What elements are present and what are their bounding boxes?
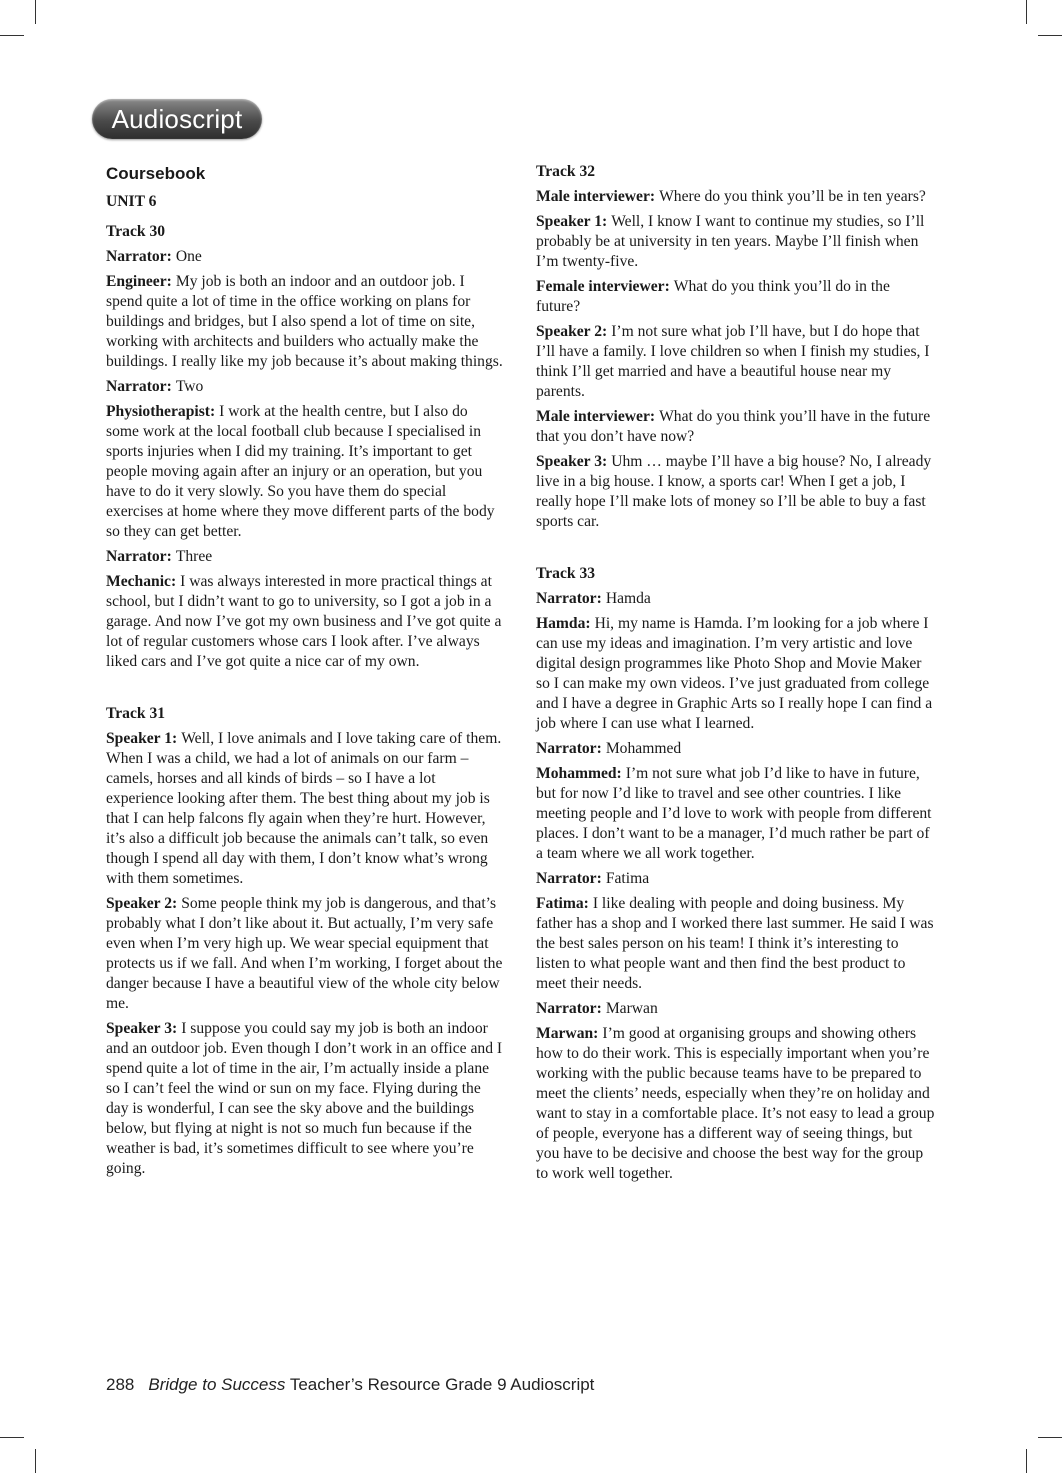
transcript-paragraph [106,1019,504,1179]
speech-text: Hamda [605,590,651,607]
speaker-label: Narrator: [536,740,602,757]
speaker-label: Male interviewer: [536,408,656,425]
speaker-label: Speaker 2: [106,895,178,912]
book-title: Bridge to Success [148,1375,286,1394]
speech-text: Some people think my job is dangerous, and that’s probably what I don’t like about it. But actually, I’m very safe even when I’m very high up. We wear special equipment that protects us if we fall. And when I’m working, I forget about the danger because I have a beautiful view of the whole city below me. [106,895,503,1012]
speaker-label: Engineer: [106,273,172,290]
speaker-label: Narrator: [536,870,602,887]
transcript-paragraph [106,402,504,542]
left-tracks [106,222,504,1179]
transcript-paragraph [536,589,936,609]
speech-text: I was always interested in more practical things at school, but I didn’t want to go to university, so I got a job in a garage. And now I’ve got my own business and I’ve got quite a lot of regular customers whose cars I look after. I’ve always liked cars and I’ve got quite a nice car of my own. [106,573,502,670]
speech-text: Uhm … maybe I’ll have a big house? No, I already live in a big house. I know, a sports car! When I get a job, I really hope I’ll make lots of money so I’ll be able to buy a fast sports car. [536,453,932,530]
audioscript-badge: Audioscript [92,99,262,139]
speech-text: I like dealing with people and doing business. My father has a shop and I worked there last summer. He said I was the best sales person on his team! I think it’s interesting to listen to what people want and then find the best product to meet their needs. [536,895,934,992]
transcript-paragraph [106,547,504,567]
left-column [106,162,504,1184]
speech-text: Fatima [605,870,650,887]
speaker-label: Hamda: [536,615,591,632]
speaker-label: Male interviewer: [536,188,656,205]
speaker-label: Speaker 3: [106,1020,178,1037]
page-number: 288 [106,1375,135,1394]
crop-mark [35,0,36,24]
speech-text: I’m not sure what job I’d like to have in future, but for now I’d like to travel and see other countries. I like meeting people and I’d love to work with people from different places. I don’t want to be a manager, I’d much rather be part of a team where we all work together. [536,765,932,862]
speaker-label: Mohammed: [536,765,622,782]
crop-mark [0,1437,24,1438]
speech-text: Three [175,548,213,565]
unit-heading: UNIT 6 [106,193,157,210]
right-tracks [536,162,936,1184]
crop-mark [1026,1449,1027,1473]
speaker-label: Narrator: [106,248,172,265]
speaker-label: Narrator: [106,378,172,395]
speaker-label: Marwan: [536,1025,599,1042]
speaker-label: Speaker 2: [536,323,608,340]
speaker-label: Speaker 1: [106,730,178,747]
speech-text: Mohammed [605,740,682,757]
speech-text: I’m not sure what job I’ll have, but I do hope that I’ll have a family. I love children so when I finish my studies, I think I’ll get married and have a beautiful house near my parents. [536,323,930,400]
crop-mark [35,1449,36,1473]
speech-text: Well, I know I want to continue my studies, so I’ll probably be at university in ten years. Maybe I’ll finish when I’m twenty-five. [536,213,925,270]
section-title: Coursebook [106,164,206,183]
track-heading: Track 30 [106,223,166,240]
track-heading: Track 33 [536,565,596,582]
transcript-paragraph [536,1024,936,1184]
speech-text: Hi, my name is Hamda. I’m looking for a job where I can use my ideas and imagination. I’m very artistic and love digital design programmes like Photo Shop and Movie Maker so I can make my own videos. I’ve just graduated from college and I have a degree in Graphic Arts so I really hope I can find a job where I can use what I learned. [536,615,933,732]
speaker-label: Speaker 1: [536,213,608,230]
speech-text: Where do you think you’ll be in ten years? [659,188,926,205]
speaker-label: Mechanic: [106,573,177,590]
transcript-paragraph [536,764,936,864]
transcript-paragraph [536,999,936,1019]
transcript-paragraph [536,187,936,207]
speaker-label: Speaker 3: [536,453,608,470]
speaker-label: Narrator: [536,1000,602,1017]
right-column [536,162,936,1189]
page-footer [106,1374,594,1396]
speech-text: I suppose you could say my job is both an indoor and an outdoor job. Even though I don’t work in an office and I spend quite a lot of time in the air, I’m actually inside a plane so I can’t feel the wind or sun on my face. Flying during the day is wonderful, I can see the sky above and the buildings below, but flying at night is not so much fun because if the weather is bad, it’s sometimes difficult to see where you’re going. [106,1020,503,1177]
speech-text: Marwan [605,1000,658,1017]
transcript-paragraph [106,894,504,1014]
speech-text: What do you think you’ll do in the future? [536,278,890,315]
transcript-paragraph [106,272,504,372]
transcript-paragraph [536,212,936,272]
transcript-paragraph [536,407,936,447]
transcript-paragraph [536,614,936,734]
speech-text: Well, I love animals and I love taking care of them. When I was a child, we had a lot of animals on our farm – camels, horses and all kinds of birds – so I have a lot experience looking after them. The best thing about my job is that I can help falcons fly again when they’re hurt. However, it’s also a difficult job because the animals can’t talk, so even though I spend all day with them, I don’t know what’s wrong with them sometimes. [106,730,502,887]
transcript-paragraph [106,572,504,672]
track-heading: Track 31 [106,705,166,722]
transcript-paragraph [536,452,936,532]
transcript-paragraph [106,729,504,889]
speech-text: I’m good at organising groups and showing others how to do their work. This is especially important when you’re working with the public because teams have to be prepared to meet the clients’ needs, especially when they’re on holiday and want to stay in a comfortable place. It’s not easy to lead a group of people, everyone has a different way of seeing things, but you have to be decisive and choose the best way for the group to work well together. [536,1025,935,1182]
speaker-label: Narrator: [106,548,172,565]
speech-text: Two [175,378,204,395]
speaker-label: Narrator: [536,590,602,607]
transcript-paragraph [106,377,504,397]
speech-text: My job is both an indoor and an outdoor job. I spend quite a lot of time in the office working on plans for buildings and bridges, but I also spend a lot of time on site, working with architects and builders who actually make the buildings. I really like my job because it’s about making things. [106,273,503,370]
transcript-paragraph [536,894,936,994]
crop-mark [1038,35,1062,36]
transcript-paragraph [536,277,936,317]
speaker-label: Fatima: [536,895,589,912]
track-heading: Track 32 [536,163,596,180]
transcript-paragraph [536,869,936,889]
crop-mark [1038,1437,1062,1438]
crop-mark [1026,0,1027,24]
speech-text: What do you think you’ll have in the future that you don’t have now? [536,408,931,445]
speaker-label: Physiotherapist: [106,403,216,420]
speech-text: One [175,248,202,265]
speech-text: I work at the health centre, but I also do some work at the local football club because I specialised in sports injuries when I did my training. It’s important to get people moving again after an injury or an operation, but you have to do it very slowly. So you have them do special exercises at home where they move different parts of the body so they can get better. [106,403,495,540]
transcript-paragraph [536,322,936,402]
transcript-paragraph [536,739,936,759]
footer-subtitle: Teacher’s Resource Grade 9 Audioscript [289,1375,595,1394]
transcript-paragraph [106,247,504,267]
speaker-label: Female interviewer: [536,278,670,295]
crop-mark [0,35,24,36]
